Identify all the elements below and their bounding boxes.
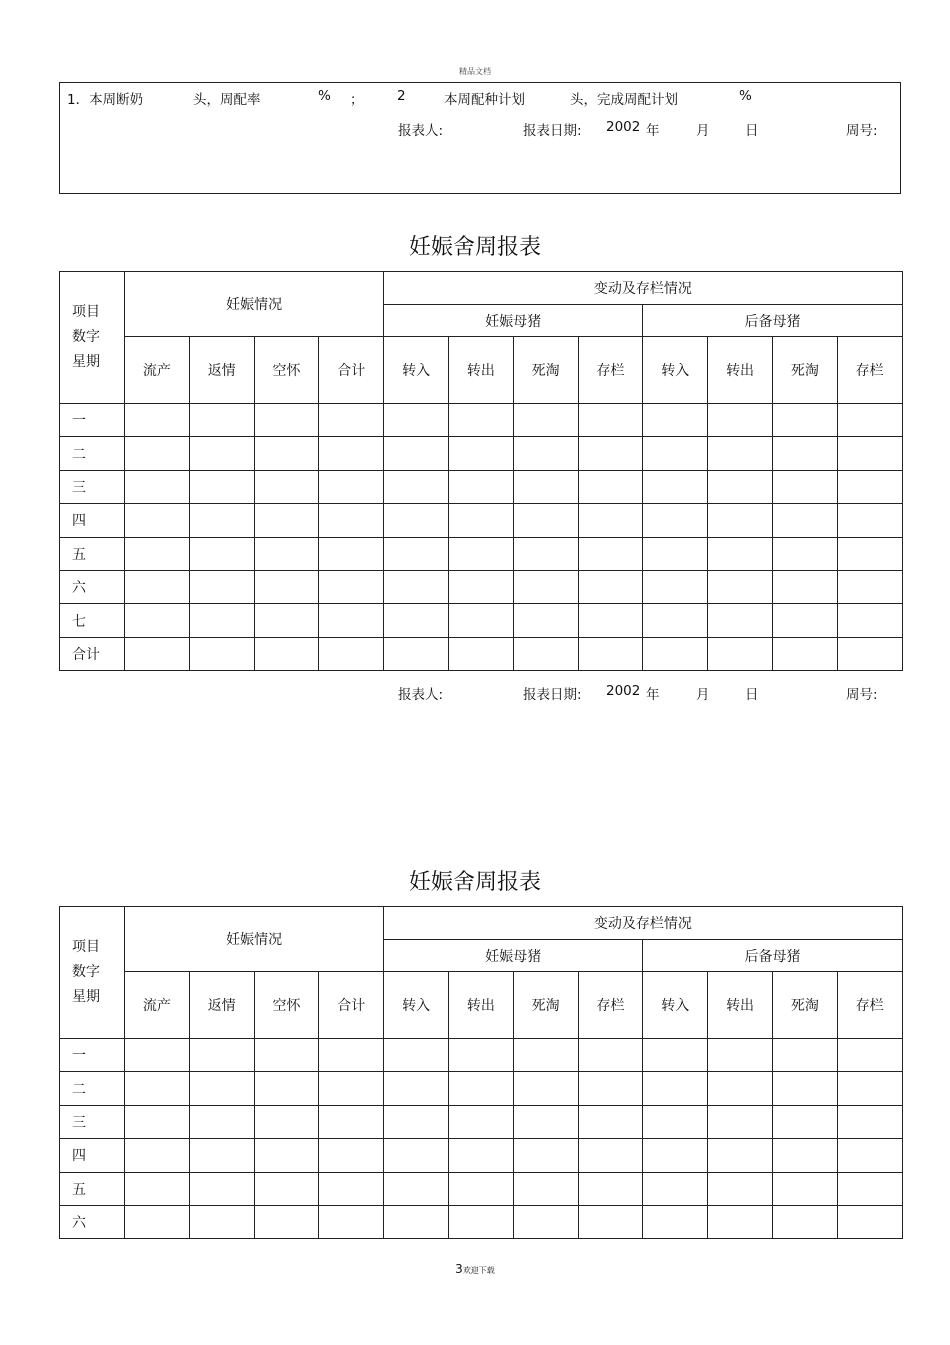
footer-text: 欢迎下载 <box>462 1266 495 1275</box>
data-cell[interactable] <box>125 637 190 670</box>
col-reserve-stock: 存栏 <box>837 337 902 404</box>
data-cell[interactable] <box>384 470 449 503</box>
data-cell[interactable] <box>319 537 384 570</box>
data-cell[interactable] <box>837 604 902 637</box>
data-cell[interactable] <box>125 604 190 637</box>
data-cell[interactable] <box>772 404 837 437</box>
data-cell[interactable] <box>643 1205 708 1238</box>
data-cell[interactable] <box>384 1039 449 1072</box>
data-cell[interactable] <box>643 604 708 637</box>
data-cell[interactable] <box>319 637 384 670</box>
data-cell[interactable] <box>384 570 449 603</box>
item-header-line: 项目 <box>72 304 100 320</box>
data-cell[interactable] <box>837 1139 902 1172</box>
data-cell[interactable] <box>254 1072 319 1105</box>
table-row <box>60 437 903 470</box>
data-cell[interactable] <box>254 570 319 603</box>
data-cell[interactable] <box>837 470 902 503</box>
data-cell[interactable] <box>448 470 513 503</box>
data-cell[interactable] <box>772 1172 837 1205</box>
data-cell[interactable] <box>319 437 384 470</box>
report-year: 2002 <box>606 119 641 135</box>
data-cell[interactable] <box>772 570 837 603</box>
data-cell[interactable] <box>189 504 254 537</box>
table-row <box>60 1205 903 1238</box>
col-reserve-stock: 存栏 <box>837 972 902 1039</box>
data-cell[interactable] <box>708 537 773 570</box>
row-label: 六 <box>60 570 125 603</box>
data-cell[interactable] <box>772 504 837 537</box>
data-cell[interactable] <box>643 504 708 537</box>
data-cell[interactable] <box>189 404 254 437</box>
data-cell[interactable] <box>448 1139 513 1172</box>
col-pregnant-out: 转出 <box>448 972 513 1039</box>
data-cell[interactable] <box>125 570 190 603</box>
year-unit: 年 <box>646 123 660 139</box>
data-cell[interactable] <box>578 537 643 570</box>
data-cell[interactable] <box>578 637 643 670</box>
data-cell[interactable] <box>384 1139 449 1172</box>
weekly-report-table-1 <box>59 271 903 671</box>
col-pregnant-out: 转出 <box>448 337 513 404</box>
data-cell[interactable] <box>578 470 643 503</box>
pregnant-sows-header: 妊娠母猪 <box>384 940 643 972</box>
report-date-label: 报表日期: <box>523 687 582 703</box>
col-pregnant-culled: 死淘 <box>513 337 578 404</box>
col-pregnant-in: 转入 <box>384 972 449 1039</box>
data-cell[interactable] <box>189 1072 254 1105</box>
data-cell[interactable] <box>125 504 190 537</box>
data-cell[interactable] <box>319 1105 384 1138</box>
data-cell[interactable] <box>319 1039 384 1072</box>
col-reserve-in: 转入 <box>643 972 708 1039</box>
data-cell[interactable] <box>189 604 254 637</box>
data-cell[interactable] <box>772 470 837 503</box>
row-label: 五 <box>60 1172 125 1205</box>
item-header <box>60 272 125 404</box>
data-cell[interactable] <box>125 437 190 470</box>
item-2-number: 2 <box>397 88 406 104</box>
col-pregnant-in: 转入 <box>384 337 449 404</box>
data-cell[interactable] <box>189 637 254 670</box>
page-number: 3 <box>455 1262 463 1276</box>
data-cell[interactable] <box>513 470 578 503</box>
data-cell[interactable] <box>189 437 254 470</box>
pregnancy-status-header: 妊娠情况 <box>125 907 384 972</box>
data-cell[interactable] <box>448 1039 513 1072</box>
table-row <box>60 1072 903 1105</box>
data-cell[interactable] <box>578 1105 643 1138</box>
data-cell[interactable] <box>708 1072 773 1105</box>
data-cell[interactable] <box>319 1205 384 1238</box>
data-cell[interactable] <box>448 1172 513 1205</box>
data-cell[interactable] <box>772 1139 837 1172</box>
data-cell[interactable] <box>384 1072 449 1105</box>
col-total: 合计 <box>319 972 384 1039</box>
data-cell[interactable] <box>578 1205 643 1238</box>
table-row <box>60 570 903 603</box>
table-row <box>60 1105 903 1138</box>
data-cell[interactable] <box>254 604 319 637</box>
data-cell[interactable] <box>254 470 319 503</box>
table-row <box>60 537 903 570</box>
data-cell[interactable] <box>448 1105 513 1138</box>
row-label: 七 <box>60 604 125 637</box>
data-cell[interactable] <box>513 637 578 670</box>
data-cell[interactable] <box>708 1172 773 1205</box>
data-cell[interactable] <box>513 570 578 603</box>
data-cell[interactable] <box>643 470 708 503</box>
data-cell[interactable] <box>513 1172 578 1205</box>
data-cell[interactable] <box>578 1139 643 1172</box>
data-cell[interactable] <box>513 1205 578 1238</box>
col-pregnant-stock: 存栏 <box>578 972 643 1039</box>
data-cell[interactable] <box>125 1072 190 1105</box>
data-cell[interactable] <box>254 437 319 470</box>
data-cell[interactable] <box>189 1139 254 1172</box>
table-row <box>60 637 903 670</box>
row-label: 一 <box>60 404 125 437</box>
row-label: 合计 <box>60 637 125 670</box>
data-cell[interactable] <box>254 1039 319 1072</box>
data-cell[interactable] <box>837 1205 902 1238</box>
weaned-label: 1．本周断奶 <box>67 92 144 108</box>
data-cell[interactable] <box>125 1172 190 1205</box>
changes-stock-header: 变动及存栏情况 <box>384 907 902 940</box>
data-cell[interactable] <box>448 570 513 603</box>
data-cell[interactable] <box>384 504 449 537</box>
row-label: 四 <box>60 504 125 537</box>
col-abortion: 流产 <box>125 972 190 1039</box>
col-empty: 空怀 <box>254 972 319 1039</box>
data-cell[interactable] <box>125 470 190 503</box>
data-cell[interactable] <box>513 1072 578 1105</box>
col-return-estrus: 返情 <box>189 972 254 1039</box>
semicolon: ； <box>350 92 364 108</box>
weekly-report-table-2 <box>59 906 903 1239</box>
data-cell[interactable] <box>578 570 643 603</box>
data-cell[interactable] <box>254 404 319 437</box>
col-total: 合计 <box>319 337 384 404</box>
data-cell[interactable] <box>319 1172 384 1205</box>
col-abortion: 流产 <box>125 337 190 404</box>
page-header-mark: 精品文档 <box>459 67 491 76</box>
data-cell[interactable] <box>448 604 513 637</box>
data-cell[interactable] <box>513 504 578 537</box>
data-cell[interactable] <box>254 1172 319 1205</box>
number-header-line: 数字 <box>72 329 100 345</box>
data-cell[interactable] <box>708 470 773 503</box>
data-cell[interactable] <box>772 1072 837 1105</box>
breeding-plan-label: 本周配种计划 <box>444 92 525 108</box>
table-row <box>60 504 903 537</box>
data-cell[interactable] <box>708 604 773 637</box>
row-label: 五 <box>60 537 125 570</box>
data-cell[interactable] <box>837 437 902 470</box>
data-cell[interactable] <box>837 637 902 670</box>
data-cell[interactable] <box>513 437 578 470</box>
data-cell[interactable] <box>189 570 254 603</box>
table-row <box>60 404 903 437</box>
data-cell[interactable] <box>837 404 902 437</box>
data-cell[interactable] <box>837 504 902 537</box>
data-cell[interactable] <box>254 504 319 537</box>
col-reserve-out: 转出 <box>708 972 773 1039</box>
data-cell[interactable] <box>708 570 773 603</box>
data-cell[interactable] <box>513 404 578 437</box>
data-cell[interactable] <box>837 1172 902 1205</box>
data-cell[interactable] <box>125 1139 190 1172</box>
data-cell[interactable] <box>319 404 384 437</box>
data-cell[interactable] <box>578 1039 643 1072</box>
data-cell[interactable] <box>319 1072 384 1105</box>
page-footer <box>0 1262 950 1276</box>
data-cell[interactable] <box>189 1205 254 1238</box>
row-label: 一 <box>60 1039 125 1072</box>
data-cell[interactable] <box>448 637 513 670</box>
week-number-label: 周号: <box>846 687 878 703</box>
item-header <box>60 907 125 1039</box>
data-cell[interactable] <box>189 537 254 570</box>
data-cell[interactable] <box>384 1205 449 1238</box>
data-cell[interactable] <box>384 1105 449 1138</box>
table-row <box>60 1139 903 1172</box>
data-cell[interactable] <box>125 1105 190 1138</box>
data-cell[interactable] <box>513 1039 578 1072</box>
data-cell[interactable] <box>319 470 384 503</box>
data-cell[interactable] <box>708 1039 773 1072</box>
data-cell[interactable] <box>578 504 643 537</box>
data-cell[interactable] <box>643 437 708 470</box>
data-cell[interactable] <box>254 1139 319 1172</box>
col-reserve-culled: 死淘 <box>772 972 837 1039</box>
data-cell[interactable] <box>448 537 513 570</box>
data-cell[interactable] <box>837 1105 902 1138</box>
data-cell[interactable] <box>708 1105 773 1138</box>
data-cell[interactable] <box>125 1205 190 1238</box>
data-cell[interactable] <box>319 1139 384 1172</box>
week-number-label: 周号: <box>846 123 878 139</box>
col-reserve-in: 转入 <box>643 337 708 404</box>
percent-label-2: % <box>739 88 752 104</box>
data-cell[interactable] <box>772 1105 837 1138</box>
data-cell[interactable] <box>189 470 254 503</box>
data-cell[interactable] <box>837 1072 902 1105</box>
data-cell[interactable] <box>189 1105 254 1138</box>
table-title-1: 妊娠舍周报表 <box>408 235 541 260</box>
data-cell[interactable] <box>513 1139 578 1172</box>
data-cell[interactable] <box>448 504 513 537</box>
year-unit: 年 <box>646 687 660 703</box>
data-cell[interactable] <box>837 1039 902 1072</box>
reporter-label: 报表人: <box>398 687 444 703</box>
row-label: 二 <box>60 437 125 470</box>
data-cell[interactable] <box>319 604 384 637</box>
data-cell[interactable] <box>708 637 773 670</box>
row-label: 六 <box>60 1205 125 1238</box>
data-cell[interactable] <box>772 437 837 470</box>
weekday-header-line: 星期 <box>72 354 100 370</box>
row-label: 二 <box>60 1072 125 1105</box>
item-header-line: 项目 <box>72 939 100 955</box>
data-cell[interactable] <box>772 637 837 670</box>
data-cell[interactable] <box>319 570 384 603</box>
data-cell[interactable] <box>578 404 643 437</box>
data-cell[interactable] <box>189 1172 254 1205</box>
data-cell[interactable] <box>643 570 708 603</box>
data-cell[interactable] <box>448 404 513 437</box>
data-cell[interactable] <box>708 1205 773 1238</box>
col-pregnant-stock: 存栏 <box>578 337 643 404</box>
reporter-label: 报表人: <box>398 123 444 139</box>
col-return-estrus: 返情 <box>189 337 254 404</box>
data-cell[interactable] <box>384 604 449 637</box>
report-year: 2002 <box>606 683 641 699</box>
data-cell[interactable] <box>643 537 708 570</box>
day-unit: 日 <box>745 123 759 139</box>
data-cell[interactable] <box>384 404 449 437</box>
reserve-sows-header: 后备母猪 <box>643 940 902 972</box>
data-cell[interactable] <box>254 537 319 570</box>
plan-completion-label: 头，完成周配计划 <box>570 92 678 108</box>
table-row <box>60 470 903 503</box>
col-pregnant-culled: 死淘 <box>513 972 578 1039</box>
data-cell[interactable] <box>643 1039 708 1072</box>
data-cell[interactable] <box>643 1139 708 1172</box>
row-label: 三 <box>60 1105 125 1138</box>
breeding-rate-label: 头，周配率 <box>193 92 261 108</box>
data-cell[interactable] <box>578 1172 643 1205</box>
data-cell[interactable] <box>254 1205 319 1238</box>
data-cell[interactable] <box>837 570 902 603</box>
data-cell[interactable] <box>513 537 578 570</box>
data-cell[interactable] <box>125 1039 190 1072</box>
table-title-2: 妊娠舍周报表 <box>408 870 541 895</box>
data-cell[interactable] <box>708 404 773 437</box>
percent-label-1: % <box>318 88 331 104</box>
col-reserve-culled: 死淘 <box>772 337 837 404</box>
data-cell[interactable] <box>578 604 643 637</box>
data-cell[interactable] <box>319 504 384 537</box>
data-cell[interactable] <box>643 1172 708 1205</box>
data-cell[interactable] <box>254 637 319 670</box>
data-cell[interactable] <box>513 1105 578 1138</box>
data-cell[interactable] <box>643 1072 708 1105</box>
data-cell[interactable] <box>643 1105 708 1138</box>
data-cell[interactable] <box>643 637 708 670</box>
data-cell[interactable] <box>125 404 190 437</box>
data-cell[interactable] <box>384 437 449 470</box>
data-cell[interactable] <box>448 437 513 470</box>
number-header-line: 数字 <box>72 964 100 980</box>
data-cell[interactable] <box>837 537 902 570</box>
day-unit: 日 <box>745 687 759 703</box>
month-unit: 月 <box>696 687 710 703</box>
data-cell[interactable] <box>708 1139 773 1172</box>
data-cell[interactable] <box>708 437 773 470</box>
data-cell[interactable] <box>708 504 773 537</box>
data-cell[interactable] <box>772 1039 837 1072</box>
data-cell[interactable] <box>384 1172 449 1205</box>
data-cell[interactable] <box>189 1039 254 1072</box>
changes-stock-header: 变动及存栏情况 <box>384 272 902 305</box>
table-row <box>60 604 903 637</box>
row-label: 四 <box>60 1139 125 1172</box>
data-cell[interactable] <box>384 537 449 570</box>
data-cell[interactable] <box>254 1105 319 1138</box>
data-cell[interactable] <box>448 1072 513 1105</box>
data-cell[interactable] <box>513 604 578 637</box>
data-cell[interactable] <box>384 637 449 670</box>
pregnant-sows-header: 妊娠母猪 <box>384 305 643 337</box>
data-cell[interactable] <box>772 537 837 570</box>
data-cell[interactable] <box>578 1072 643 1105</box>
data-cell[interactable] <box>125 537 190 570</box>
data-cell[interactable] <box>643 404 708 437</box>
row-label: 三 <box>60 470 125 503</box>
month-unit: 月 <box>696 123 710 139</box>
reserve-sows-header: 后备母猪 <box>643 305 902 337</box>
report-date-label: 报表日期: <box>523 123 582 139</box>
table-row <box>60 1172 903 1205</box>
data-cell[interactable] <box>578 437 643 470</box>
col-reserve-out: 转出 <box>708 337 773 404</box>
col-empty: 空怀 <box>254 337 319 404</box>
data-cell[interactable] <box>772 604 837 637</box>
weekday-header-line: 星期 <box>72 989 100 1005</box>
data-cell[interactable] <box>448 1205 513 1238</box>
table-row <box>60 1039 903 1072</box>
data-cell[interactable] <box>772 1205 837 1238</box>
pregnancy-status-header: 妊娠情况 <box>125 272 384 337</box>
